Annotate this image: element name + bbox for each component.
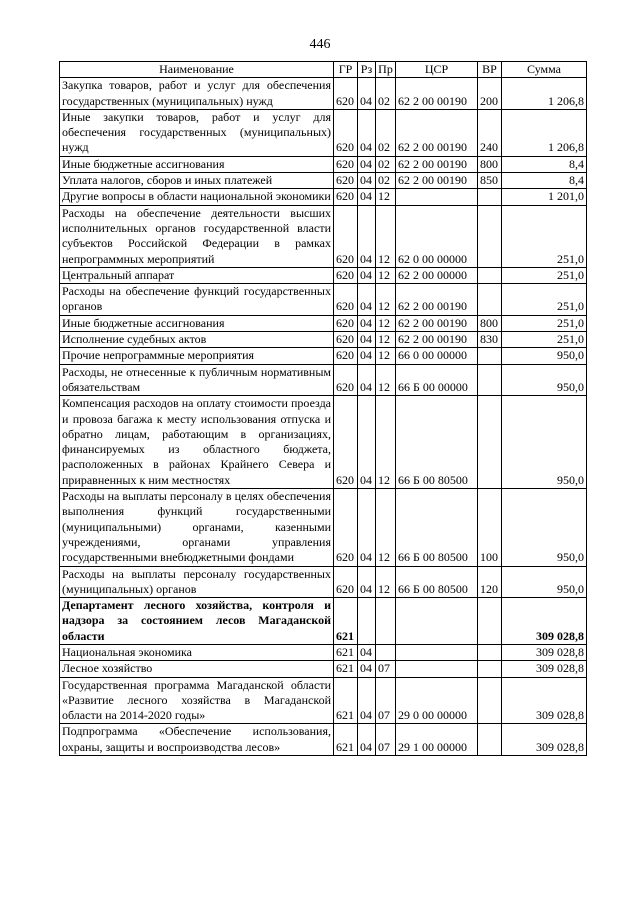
row-gr: 621 [334, 598, 358, 645]
row-gr: 620 [334, 284, 358, 316]
row-rz: 04 [358, 78, 376, 110]
row-pr: 07 [376, 661, 396, 677]
row-vr: 830 [478, 332, 502, 348]
row-name: Иные закупки товаров, работ и услуг для обеспечения государственных (муниципальных) нужд [60, 109, 334, 156]
row-name: Лесное хозяйство [60, 661, 334, 677]
header-gr: ГР [334, 62, 358, 78]
row-name: Расходы на обеспечение функций государственных органов [60, 284, 334, 316]
row-csr: 62 2 00 00190 [396, 109, 478, 156]
row-name: Расходы, не отнесенные к публичным нормативным обязательствам [60, 364, 334, 396]
table-row [60, 156, 587, 172]
row-csr: 62 2 00 00000 [396, 267, 478, 283]
row-gr: 620 [334, 489, 358, 566]
row-rz: 04 [358, 489, 376, 566]
row-sum: 251,0 [502, 205, 587, 267]
row-gr: 620 [334, 173, 358, 189]
row-gr: 621 [334, 724, 358, 756]
row-pr [376, 644, 396, 660]
row-rz: 04 [358, 109, 376, 156]
table-row [60, 644, 587, 660]
row-rz: 04 [358, 724, 376, 756]
page-number: 446 [309, 37, 331, 52]
table-row [60, 189, 587, 205]
table-row [60, 173, 587, 189]
row-sum: 1 206,8 [502, 78, 587, 110]
row-gr: 621 [334, 644, 358, 660]
row-gr: 621 [334, 661, 358, 677]
row-csr: 29 1 00 00000 [396, 724, 478, 756]
row-vr: 800 [478, 315, 502, 331]
row-name: Компенсация расходов на оплату стоимости проезда и провоза багажа к месту использования отпуска и обратно лицам, работающим в организациях, финансируемых из областного бюджета, расположенных в районах Крайнего Севера и приравненных к ним местностях [60, 396, 334, 489]
row-csr: 62 2 00 00190 [396, 173, 478, 189]
row-vr: 240 [478, 109, 502, 156]
row-sum: 251,0 [502, 315, 587, 331]
row-rz [358, 598, 376, 645]
row-gr: 620 [334, 332, 358, 348]
row-csr: 29 0 00 00000 [396, 677, 478, 724]
table-row [60, 284, 587, 316]
row-name: Прочие непрограммные мероприятия [60, 348, 334, 364]
row-gr: 620 [334, 566, 358, 598]
row-sum: 309 028,8 [502, 661, 587, 677]
row-rz: 04 [358, 156, 376, 172]
row-sum: 309 028,8 [502, 724, 587, 756]
row-rz: 04 [358, 332, 376, 348]
row-name: Исполнение судебных актов [60, 332, 334, 348]
row-gr: 621 [334, 677, 358, 724]
row-pr: 12 [376, 396, 396, 489]
row-gr: 620 [334, 189, 358, 205]
row-rz: 04 [358, 661, 376, 677]
row-name: Центральный аппарат [60, 267, 334, 283]
row-pr: 12 [376, 364, 396, 396]
row-csr: 62 2 00 00190 [396, 332, 478, 348]
table-row [60, 267, 587, 283]
row-csr [396, 189, 478, 205]
row-csr: 62 2 00 00190 [396, 78, 478, 110]
row-csr: 62 0 00 00000 [396, 205, 478, 267]
table-body [60, 78, 587, 756]
row-pr: 02 [376, 109, 396, 156]
row-csr: 62 2 00 00190 [396, 284, 478, 316]
row-pr: 02 [376, 156, 396, 172]
row-vr [478, 598, 502, 645]
row-pr: 12 [376, 284, 396, 316]
row-sum: 950,0 [502, 396, 587, 489]
row-gr: 620 [334, 348, 358, 364]
row-name: Расходы на выплаты персоналу в целях обеспечения выполнения функций государственными (муниципальными) органами, казенными учреждениями, органами управления государственными внебюджетными фондами [60, 489, 334, 566]
table-row [60, 396, 587, 489]
table-row [60, 348, 587, 364]
row-csr: 66 Б 00 00000 [396, 364, 478, 396]
row-rz: 04 [358, 364, 376, 396]
table-row [60, 566, 587, 598]
row-vr [478, 396, 502, 489]
table-row [60, 315, 587, 331]
row-vr [478, 677, 502, 724]
row-pr: 02 [376, 173, 396, 189]
table-row-department [60, 598, 587, 645]
row-csr: 66 0 00 00000 [396, 348, 478, 364]
row-rz: 04 [358, 396, 376, 489]
row-gr: 620 [334, 205, 358, 267]
row-vr [478, 724, 502, 756]
row-rz: 04 [358, 315, 376, 331]
row-vr [478, 284, 502, 316]
row-name: Закупка товаров, работ и услуг для обеспечения государственных (муниципальных) нужд [60, 78, 334, 110]
budget-table [59, 61, 587, 756]
row-name: Расходы на выплаты персоналу государственных (муниципальных) органов [60, 566, 334, 598]
row-sum: 251,0 [502, 267, 587, 283]
table-header-row [60, 62, 587, 78]
row-rz: 04 [358, 173, 376, 189]
header-rz: Рз [358, 62, 376, 78]
row-vr: 800 [478, 156, 502, 172]
row-vr [478, 267, 502, 283]
row-sum: 309 028,8 [502, 598, 587, 645]
row-rz: 04 [358, 348, 376, 364]
row-vr: 850 [478, 173, 502, 189]
row-pr: 12 [376, 566, 396, 598]
table-row [60, 364, 587, 396]
row-name: Другие вопросы в области национальной экономики [60, 189, 334, 205]
row-csr: 66 Б 00 80500 [396, 396, 478, 489]
table-row [60, 661, 587, 677]
row-vr: 200 [478, 78, 502, 110]
row-pr: 07 [376, 677, 396, 724]
row-name: Департамент лесного хозяйства, контроля и надзора за состоянием лесов Магаданской области [60, 598, 334, 645]
row-vr: 120 [478, 566, 502, 598]
row-sum: 950,0 [502, 489, 587, 566]
row-rz: 04 [358, 205, 376, 267]
row-sum: 251,0 [502, 332, 587, 348]
table-row [60, 332, 587, 348]
row-csr [396, 598, 478, 645]
row-csr: 62 2 00 00190 [396, 156, 478, 172]
header-csr: ЦСР [396, 62, 478, 78]
row-gr: 620 [334, 109, 358, 156]
row-vr [478, 348, 502, 364]
row-pr [376, 598, 396, 645]
row-sum: 8,4 [502, 173, 587, 189]
row-sum: 1 201,0 [502, 189, 587, 205]
table-row [60, 205, 587, 267]
table-row [60, 78, 587, 110]
row-csr: 66 Б 00 80500 [396, 489, 478, 566]
row-rz: 04 [358, 677, 376, 724]
row-sum: 950,0 [502, 364, 587, 396]
header-vr: ВР [478, 62, 502, 78]
row-sum: 309 028,8 [502, 677, 587, 724]
row-gr: 620 [334, 315, 358, 331]
row-sum: 309 028,8 [502, 644, 587, 660]
row-pr: 12 [376, 267, 396, 283]
row-pr: 12 [376, 489, 396, 566]
row-csr: 66 Б 00 80500 [396, 566, 478, 598]
header-pr: Пр [376, 62, 396, 78]
row-csr [396, 661, 478, 677]
row-name: Национальная экономика [60, 644, 334, 660]
row-pr: 12 [376, 348, 396, 364]
row-name: Уплата налогов, сборов и иных платежей [60, 173, 334, 189]
row-gr: 620 [334, 78, 358, 110]
row-sum: 950,0 [502, 566, 587, 598]
row-csr: 62 2 00 00190 [396, 315, 478, 331]
row-rz: 04 [358, 644, 376, 660]
row-gr: 620 [334, 267, 358, 283]
row-rz: 04 [358, 189, 376, 205]
row-vr [478, 189, 502, 205]
row-name: Иные бюджетные ассигнования [60, 156, 334, 172]
row-name: Государственная программа Магаданской области «Развитие лесного хозяйства в Магаданской области на 2014-2020 годы» [60, 677, 334, 724]
row-rz: 04 [358, 284, 376, 316]
row-csr [396, 644, 478, 660]
row-pr: 07 [376, 724, 396, 756]
row-name: Подпрограмма «Обеспечение использования, охраны, защиты и воспроизводства лесов» [60, 724, 334, 756]
row-pr: 12 [376, 189, 396, 205]
row-vr [478, 644, 502, 660]
row-gr: 620 [334, 396, 358, 489]
row-sum: 1 206,8 [502, 109, 587, 156]
row-gr: 620 [334, 156, 358, 172]
header-name: Наименование [60, 62, 334, 78]
row-vr [478, 205, 502, 267]
table-row [60, 724, 587, 756]
table-row [60, 677, 587, 724]
row-sum: 950,0 [502, 348, 587, 364]
row-rz: 04 [358, 566, 376, 598]
row-sum: 8,4 [502, 156, 587, 172]
row-pr: 12 [376, 315, 396, 331]
row-rz: 04 [358, 267, 376, 283]
table-row [60, 489, 587, 566]
row-vr [478, 364, 502, 396]
row-name: Расходы на обеспечение деятельности высших исполнительных органов государственной власти субъектов Российской Федерации в рамках непрограммных мероприятий [60, 205, 334, 267]
header-sum: Сумма [502, 62, 587, 78]
row-sum: 251,0 [502, 284, 587, 316]
row-gr: 620 [334, 364, 358, 396]
row-name: Иные бюджетные ассигнования [60, 315, 334, 331]
row-pr: 12 [376, 332, 396, 348]
row-pr: 02 [376, 78, 396, 110]
row-vr [478, 661, 502, 677]
row-vr: 100 [478, 489, 502, 566]
row-pr: 12 [376, 205, 396, 267]
table-row [60, 109, 587, 156]
